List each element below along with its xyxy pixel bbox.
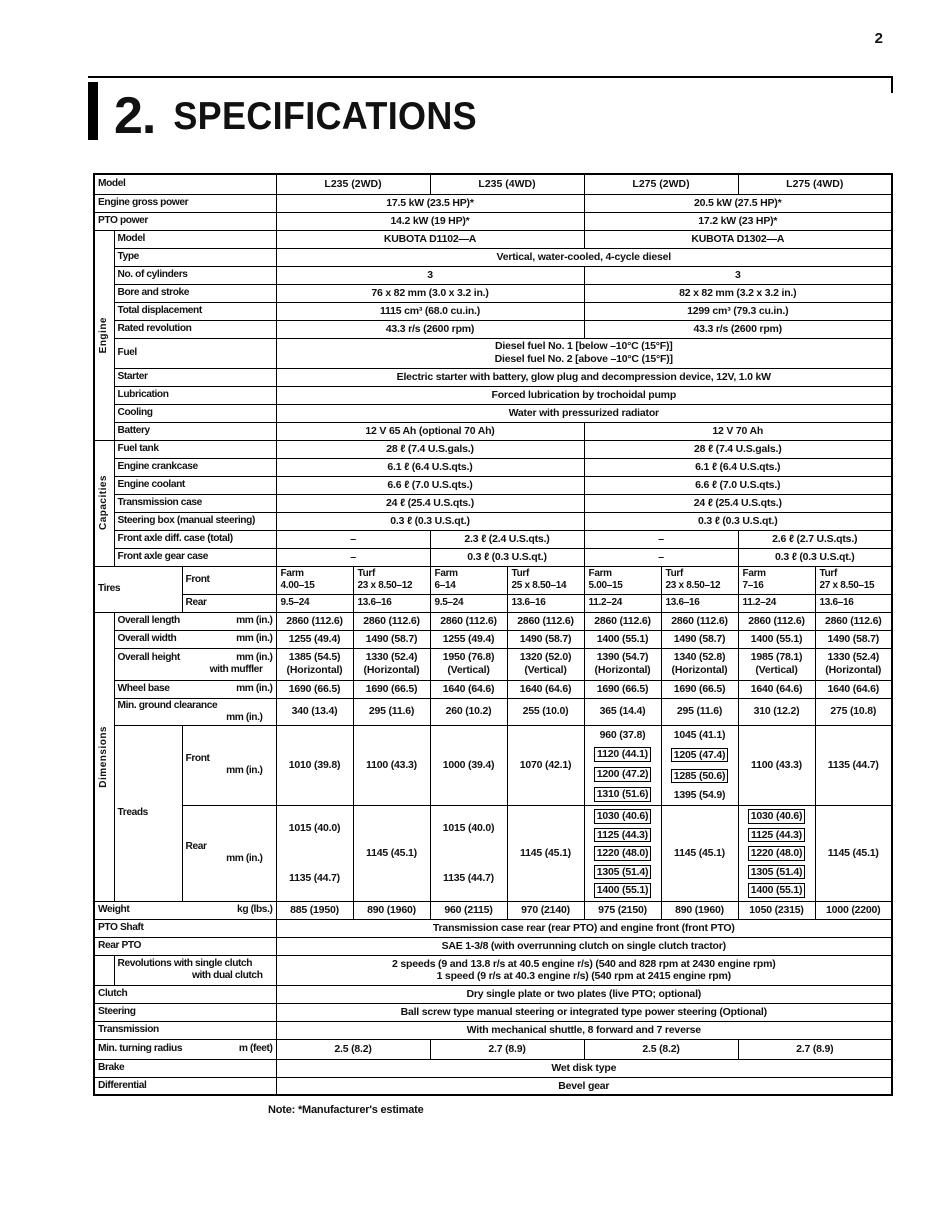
value-cell: 6.1 ℓ (6.4 U.S.qts.): [276, 458, 584, 476]
spec-row: [94, 386, 892, 404]
value-cell: 1015 (40.0) 1135 (44.7): [276, 805, 353, 901]
value-cell: 1330 (52.4) (Horizontal): [353, 648, 430, 680]
value-cell: 1490 (58.7): [661, 630, 738, 648]
row-label-tires: Tires: [94, 566, 182, 612]
row-label: Wheel base mm (in.): [114, 680, 276, 698]
value-cell: 1100 (43.3): [353, 725, 430, 805]
row-label: Steering box (manual steering): [114, 512, 276, 530]
value-cell: 295 (11.6): [661, 698, 738, 725]
row-label: Weight kg (lbs.): [94, 901, 276, 919]
value-cell: 885 (1950): [276, 901, 353, 919]
value-cell: 13.6–16: [507, 594, 584, 612]
row-label: Fuel tank: [114, 440, 276, 458]
value-cell: Dry single plate or two plates (live PTO; optional): [276, 985, 892, 1003]
value-cell: 1950 (76.8) (Vertical): [430, 648, 507, 680]
value-cell: 14.2 kW (19 HP)*: [276, 212, 584, 230]
value-cell: –: [276, 530, 430, 548]
value-cell: 2860 (112.6): [661, 612, 738, 630]
value-cell: 17.2 kW (23 HP)*: [584, 212, 892, 230]
value-cell: 2.7 (8.9): [738, 1039, 892, 1059]
value-cell: 960 (2115): [430, 901, 507, 919]
value-cell: Vertical, water-cooled, 4-cycle diesel: [276, 248, 892, 266]
value-cell: 24 ℓ (25.4 U.S.qts.): [584, 494, 892, 512]
value-cell: 1400 (55.1): [738, 630, 815, 648]
row-label: Steering: [94, 1003, 276, 1021]
value-cell: 43.3 r/s (2600 rpm): [584, 320, 892, 338]
value-cell: 1010 (39.8): [276, 725, 353, 805]
value-cell: 1115 cm³ (68.0 cu.in.): [276, 302, 584, 320]
value-cell: 20.5 kW (27.5 HP)*: [584, 194, 892, 212]
value-cell: 2860 (112.6): [815, 612, 892, 630]
row-label: Front mm (in.): [182, 725, 276, 805]
page-title: SPECIFICATIONS: [173, 93, 477, 138]
col-header-l275-4wd: L275 (4WD): [738, 174, 892, 194]
section-heading: [88, 76, 893, 146]
value-cell: 1385 (54.5) (Horizontal): [276, 648, 353, 680]
value-cell: 43.3 r/s (2600 rpm): [276, 320, 584, 338]
spec-row: [94, 1039, 892, 1059]
value-cell: 1640 (64.6): [507, 680, 584, 698]
spec-row: [94, 440, 892, 458]
value-cell: 1255 (49.4): [276, 630, 353, 648]
spec-row: [94, 302, 892, 320]
value-cell: 1490 (58.7): [815, 630, 892, 648]
value-cell: 1299 cm³ (79.3 cu.in.): [584, 302, 892, 320]
value-cell: 2.5 (8.2): [584, 1039, 738, 1059]
col-header-l235-2wd: L235 (2WD): [276, 174, 430, 194]
row-label: Battery: [114, 422, 276, 440]
value-cell: 1690 (66.5): [276, 680, 353, 698]
value-cell: 2.7 (8.9): [430, 1039, 584, 1059]
value-cell: 1640 (64.6): [430, 680, 507, 698]
value-cell: Turf 23 x 8.50–12: [661, 566, 738, 594]
spec-row: [94, 212, 892, 230]
spec-row: [94, 594, 892, 612]
row-label: Front axle gear case: [114, 548, 276, 566]
row-label-treads: Treads: [114, 725, 182, 901]
value-cell: Turf 27 x 8.50–15: [815, 566, 892, 594]
value-cell: 275 (10.8): [815, 698, 892, 725]
row-label: Bore and stroke: [114, 284, 276, 302]
spec-row: [94, 404, 892, 422]
value-cell: 6.1 ℓ (6.4 U.S.qts.): [584, 458, 892, 476]
page-number: 2: [874, 30, 883, 47]
heading-left-bar: [88, 82, 98, 140]
value-cell: Bevel gear: [276, 1077, 892, 1095]
value-cell: 0.3 ℓ (0.3 U.S.qt.): [584, 512, 892, 530]
value-cell: 1070 (42.1): [507, 725, 584, 805]
value-cell: 9.5–24: [276, 594, 353, 612]
value-cell: 1030 (40.6) 1125 (44.3) 1220 (48.0) 1305 (51.4) 1400 (55.1): [738, 805, 815, 901]
col-header-l235-4wd: L235 (4WD): [430, 174, 584, 194]
indent-spacer: [94, 955, 114, 985]
spec-row: [94, 985, 892, 1003]
value-cell: 1690 (66.5): [584, 680, 661, 698]
value-cell: –: [584, 530, 738, 548]
spec-row: [94, 919, 892, 937]
value-cell: 11.2–24: [584, 594, 661, 612]
row-label: Model: [114, 230, 276, 248]
value-cell: 12 V 65 Ah (optional 70 Ah): [276, 422, 584, 440]
value-cell: 1640 (64.6): [815, 680, 892, 698]
value-cell: SAE 1-3/8 (with overrunning clutch on single clutch tractor): [276, 937, 892, 955]
row-label: Clutch: [94, 985, 276, 1003]
row-label: Overall length mm (in.): [114, 612, 276, 630]
spec-row: [94, 338, 892, 368]
spec-row: [94, 1003, 892, 1021]
value-cell: 890 (1960): [661, 901, 738, 919]
row-label: Front axle diff. case (total): [114, 530, 276, 548]
value-cell: 9.5–24: [430, 594, 507, 612]
value-cell: 340 (13.4): [276, 698, 353, 725]
value-cell: 3: [584, 266, 892, 284]
value-cell: 1145 (45.1): [353, 805, 430, 901]
row-label: Overall height mm (in.) with muffler: [114, 648, 276, 680]
spec-row: [94, 805, 892, 901]
value-cell: 28 ℓ (7.4 U.S.gals.): [584, 440, 892, 458]
value-cell: 1640 (64.6): [738, 680, 815, 698]
spec-row: [94, 194, 892, 212]
value-cell: 2.5 (8.2): [276, 1039, 430, 1059]
value-cell: 1145 (45.1): [661, 805, 738, 901]
row-label: Engine coolant: [114, 476, 276, 494]
value-cell: 1015 (40.0) 1135 (44.7): [430, 805, 507, 901]
value-cell: KUBOTA D1302—A: [584, 230, 892, 248]
row-label: Brake: [94, 1059, 276, 1077]
spec-row: [94, 937, 892, 955]
value-cell: 1690 (66.5): [661, 680, 738, 698]
row-label: PTO power: [94, 212, 276, 230]
value-cell: Ball screw type manual steering or integrated type power steering (Optional): [276, 1003, 892, 1021]
value-cell: 1390 (54.7) (Horizontal): [584, 648, 661, 680]
value-cell: 365 (14.4): [584, 698, 661, 725]
row-label: Engine crankcase: [114, 458, 276, 476]
value-cell: With mechanical shuttle, 8 forward and 7 reverse: [276, 1021, 892, 1039]
row-label: Rated revolution: [114, 320, 276, 338]
value-cell: 2860 (112.6): [738, 612, 815, 630]
value-cell: 295 (11.6): [353, 698, 430, 725]
spec-row: [94, 901, 892, 919]
section-label-engine: Engine: [94, 230, 114, 440]
spec-row: [94, 630, 892, 648]
value-cell: –: [276, 548, 430, 566]
row-label: No. of cylinders: [114, 266, 276, 284]
value-cell: 1490 (58.7): [507, 630, 584, 648]
spec-row: [94, 422, 892, 440]
value-cell: 13.6–16: [353, 594, 430, 612]
row-label: Type: [114, 248, 276, 266]
value-cell: 6.6 ℓ (7.0 U.S.qts.): [276, 476, 584, 494]
value-cell: 1690 (66.5): [353, 680, 430, 698]
row-label: Cooling: [114, 404, 276, 422]
value-cell: 1145 (45.1): [507, 805, 584, 901]
value-cell: 1050 (2315): [738, 901, 815, 919]
value-cell: 1985 (78.1) (Vertical): [738, 648, 815, 680]
spec-row: [94, 494, 892, 512]
row-label-model: Model: [94, 174, 276, 194]
row-label: PTO Shaft: [94, 919, 276, 937]
row-label: Rear PTO: [94, 937, 276, 955]
value-cell: 11.2–24: [738, 594, 815, 612]
spec-row: [94, 648, 892, 680]
spec-row: [94, 1021, 892, 1039]
value-cell: 0.3 ℓ (0.3 U.S.qt.): [738, 548, 892, 566]
spec-row: [94, 320, 892, 338]
spec-row: [94, 698, 892, 725]
value-cell: 1320 (52.0) (Vertical): [507, 648, 584, 680]
value-cell: 1145 (45.1): [815, 805, 892, 901]
section-label-capacities: Capacities: [94, 440, 114, 566]
footnote: Note: *Manufacturer's estimate: [268, 1104, 424, 1117]
row-label: Total displacement: [114, 302, 276, 320]
value-cell: 260 (10.2): [430, 698, 507, 725]
value-cell: 6.6 ℓ (7.0 U.S.qts.): [584, 476, 892, 494]
value-cell: 12 V 70 Ah: [584, 422, 892, 440]
value-cell: 1340 (52.8) (Horizontal): [661, 648, 738, 680]
value-cell: 3: [276, 266, 584, 284]
spec-row: [94, 284, 892, 302]
spec-row: [94, 566, 892, 594]
spec-row: [94, 512, 892, 530]
value-cell: 1000 (39.4): [430, 725, 507, 805]
value-cell: 2860 (112.6): [584, 612, 661, 630]
value-cell: 2860 (112.6): [507, 612, 584, 630]
value-cell: 28 ℓ (7.4 U.S.gals.): [276, 440, 584, 458]
row-label: Fuel: [114, 338, 276, 368]
value-cell: 17.5 kW (23.5 HP)*: [276, 194, 584, 212]
spec-row: [94, 1059, 892, 1077]
value-cell: 1100 (43.3): [738, 725, 815, 805]
value-cell: 24 ℓ (25.4 U.S.qts.): [276, 494, 584, 512]
value-cell: 890 (1960): [353, 901, 430, 919]
spec-row: [94, 174, 892, 194]
value-cell: Turf 23 x 8.50–12: [353, 566, 430, 594]
row-label: Transmission: [94, 1021, 276, 1039]
value-cell: Water with pressurized radiator: [276, 404, 892, 422]
value-cell: 1045 (41.1) 1205 (47.4) 1285 (50.6) 1395 (54.9): [661, 725, 738, 805]
value-cell: 82 x 82 mm (3.2 x 3.2 in.): [584, 284, 892, 302]
row-label: Rear: [182, 594, 276, 612]
value-cell: 76 x 82 mm (3.0 x 3.2 in.): [276, 284, 584, 302]
value-cell: 1255 (49.4): [430, 630, 507, 648]
value-cell: 2 speeds (9 and 13.8 r/s at 40.5 engine r/s) (540 and 828 rpm at 2430 engine rpm) 1 speed (9 r/s at 40.3 engine r/s) (540 rpm at 2415 engine rpm): [276, 955, 892, 985]
row-label: Starter: [114, 368, 276, 386]
row-label: Revolutions with single clutch with dual clutch: [114, 955, 276, 985]
value-cell: 13.6–16: [815, 594, 892, 612]
spec-table: [93, 173, 893, 1096]
value-cell: 0.3 ℓ (0.3 U.S.qt.): [430, 548, 584, 566]
value-cell: 1330 (52.4) (Horizontal): [815, 648, 892, 680]
spec-row: [94, 230, 892, 248]
value-cell: 1135 (44.7): [815, 725, 892, 805]
value-cell: 1400 (55.1): [584, 630, 661, 648]
value-cell: 970 (2140): [507, 901, 584, 919]
spec-row: [94, 476, 892, 494]
value-cell: 2.6 ℓ (2.7 U.S.qts.): [738, 530, 892, 548]
value-cell: 1030 (40.6) 1125 (44.3) 1220 (48.0) 1305 (51.4) 1400 (55.1): [584, 805, 661, 901]
spec-row: [94, 1077, 892, 1095]
value-cell: Farm 4.00–15: [276, 566, 353, 594]
spec-row: [94, 680, 892, 698]
spec-row: [94, 368, 892, 386]
row-label: Min. turning radius m (feet): [94, 1039, 276, 1059]
value-cell: 2860 (112.6): [430, 612, 507, 630]
value-cell: Farm 6–14: [430, 566, 507, 594]
row-label: Overall width mm (in.): [114, 630, 276, 648]
value-cell: 2860 (112.6): [276, 612, 353, 630]
value-cell: Transmission case rear (rear PTO) and engine front (front PTO): [276, 919, 892, 937]
row-label: Min. ground clearance mm (in.): [114, 698, 276, 725]
value-cell: Farm 7–16: [738, 566, 815, 594]
value-cell: Turf 25 x 8.50–14: [507, 566, 584, 594]
section-label-dimensions: Dimensions: [94, 612, 114, 901]
spec-row: [94, 548, 892, 566]
row-label: Front: [182, 566, 276, 594]
value-cell: 255 (10.0): [507, 698, 584, 725]
value-cell: 960 (37.8) 1120 (44.1) 1200 (47.2) 1310 (51.6): [584, 725, 661, 805]
value-cell: 1000 (2200): [815, 901, 892, 919]
value-cell: Forced lubrication by trochoidal pump: [276, 386, 892, 404]
value-cell: 2860 (112.6): [353, 612, 430, 630]
row-label: Differential: [94, 1077, 276, 1095]
row-label: Lubrication: [114, 386, 276, 404]
spec-row: [94, 266, 892, 284]
value-cell: –: [584, 548, 738, 566]
value-cell: 2.3 ℓ (2.4 U.S.qts.): [430, 530, 584, 548]
value-cell: 1490 (58.7): [353, 630, 430, 648]
spec-row: [94, 955, 892, 985]
row-label: Engine gross power: [94, 194, 276, 212]
row-label: Transmission case: [114, 494, 276, 512]
value-cell: Electric starter with battery, glow plug and decompression device, 12V, 1.0 kW: [276, 368, 892, 386]
value-cell: Wet disk type: [276, 1059, 892, 1077]
value-cell: Diesel fuel No. 1 [below –10°C (15°F)] Diesel fuel No. 2 [above –10°C (15°F)]: [276, 338, 892, 368]
value-cell: 0.3 ℓ (0.3 U.S.qt.): [276, 512, 584, 530]
col-header-l275-2wd: L275 (2WD): [584, 174, 738, 194]
spec-row: [94, 530, 892, 548]
value-cell: 975 (2150): [584, 901, 661, 919]
value-cell: 310 (12.2): [738, 698, 815, 725]
row-label: Rear mm (in.): [182, 805, 276, 901]
value-cell: KUBOTA D1102—A: [276, 230, 584, 248]
spec-row: [94, 725, 892, 805]
spec-row: [94, 458, 892, 476]
spec-row: [94, 612, 892, 630]
section-number: 2.: [114, 87, 156, 146]
value-cell: Farm 5.00–15: [584, 566, 661, 594]
value-cell: 13.6–16: [661, 594, 738, 612]
spec-row: [94, 248, 892, 266]
